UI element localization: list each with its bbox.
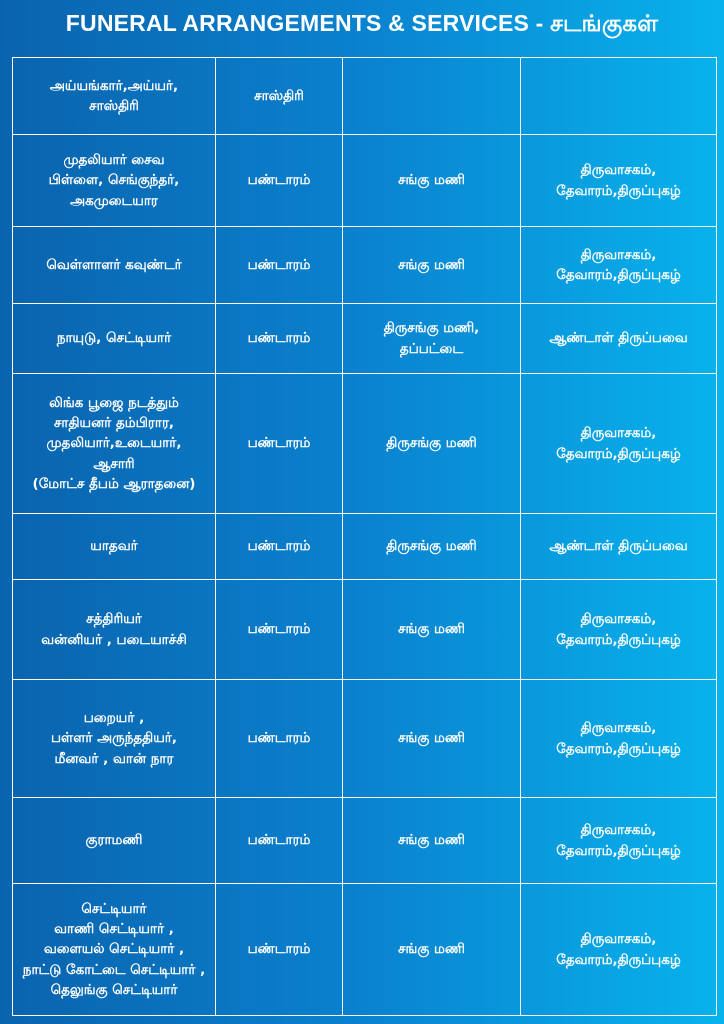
community-cell: குராமணி [13, 798, 216, 884]
priest-cell: பண்டாரம் [216, 798, 343, 884]
table-row [13, 135, 717, 227]
community-cell: பறையர் , பள்ளர் அருந்ததியர், மீனவர் , வான் நார [13, 680, 216, 798]
table-row [13, 680, 717, 798]
ritual-cell: சங்கு மணி [343, 798, 521, 884]
ritual-cell [343, 58, 521, 135]
community-cell: சத்திரியர் வன்னியர் , படையாச்சி [13, 580, 216, 680]
ritual-cell: சங்கு மணி [343, 227, 521, 304]
community-cell: வெள்ளாளர் கவுண்டர் [13, 227, 216, 304]
table-row [13, 374, 717, 514]
priest-cell: பண்டாரம் [216, 680, 343, 798]
table-row [13, 304, 717, 374]
community-cell: அய்யங்கார்,அய்யர், சாஸ்திரி [13, 58, 216, 135]
ritual-cell: திருசங்கு மணி, தப்பட்டை [343, 304, 521, 374]
table-row [13, 58, 717, 135]
priest-cell: பண்டாரம் [216, 227, 343, 304]
ritual-cell: சங்கு மணி [343, 580, 521, 680]
hymns-cell: திருவாசகம், தேவாரம்,திருப்புகழ் [521, 580, 717, 680]
hymns-cell: ஆண்டாள் திருப்பவை [521, 304, 717, 374]
community-cell: செட்டியார் வாணி செட்டியார் , வளையல் செட்டியார் , நாட்டு கோட்டை செட்டியார் , தெலுங்கு செட்டியார் [13, 884, 216, 1016]
priest-cell: பண்டாரம் [216, 135, 343, 227]
community-cell: முதலியார் சைவ பிள்ளை, செங்குந்தர், அகமுடையார [13, 135, 216, 227]
page-title: FUNERAL ARRANGEMENTS & SERVICES - சடங்குகள் [65, 10, 659, 36]
ritual-cell: திருசங்கு மணி [343, 374, 521, 514]
table-row [13, 884, 717, 1016]
hymns-cell: ஆண்டாள் திருப்பவை [521, 514, 717, 580]
table-row [13, 580, 717, 680]
community-cell: நாயுடு, செட்டியார் [13, 304, 216, 374]
table-row [13, 227, 717, 304]
priest-cell: சாஸ்திரி [216, 58, 343, 135]
ritual-cell: சங்கு மணி [343, 135, 521, 227]
priest-cell: பண்டாரம் [216, 580, 343, 680]
priest-cell: பண்டாரம் [216, 374, 343, 514]
hymns-cell [521, 58, 717, 135]
hymns-cell: திருவாசகம், தேவாரம்,திருப்புகழ் [521, 680, 717, 798]
ritual-cell: சங்கு மணி [343, 884, 521, 1016]
table-row [13, 514, 717, 580]
hymns-cell: திருவாசகம், தேவாரம்,திருப்புகழ் [521, 374, 717, 514]
community-cell: யாதவர் [13, 514, 216, 580]
hymns-cell: திருவாசகம், தேவாரம்,திருப்புகழ் [521, 884, 717, 1016]
hymns-cell: திருவாசகம், தேவாரம்,திருப்புகழ் [521, 135, 717, 227]
ritual-cell: சங்கு மணி [343, 680, 521, 798]
community-cell: லிங்க பூஜை நடத்தும் சாதியனர் தம்பிரார, முதலியார்,உடையார், ஆசாரி (மோட்ச தீபம் ஆராதனை) [13, 374, 216, 514]
ritual-cell: திருசங்கு மணி [343, 514, 521, 580]
priest-cell: பண்டாரம் [216, 514, 343, 580]
priest-cell: பண்டாரம் [216, 304, 343, 374]
hymns-cell: திருவாசகம், தேவாரம்,திருப்புகழ் [521, 227, 717, 304]
table-row [13, 798, 717, 884]
hymns-cell: திருவாசகம், தேவாரம்,திருப்புகழ் [521, 798, 717, 884]
priest-cell: பண்டாரம் [216, 884, 343, 1016]
funeral-services-table [12, 57, 717, 1016]
